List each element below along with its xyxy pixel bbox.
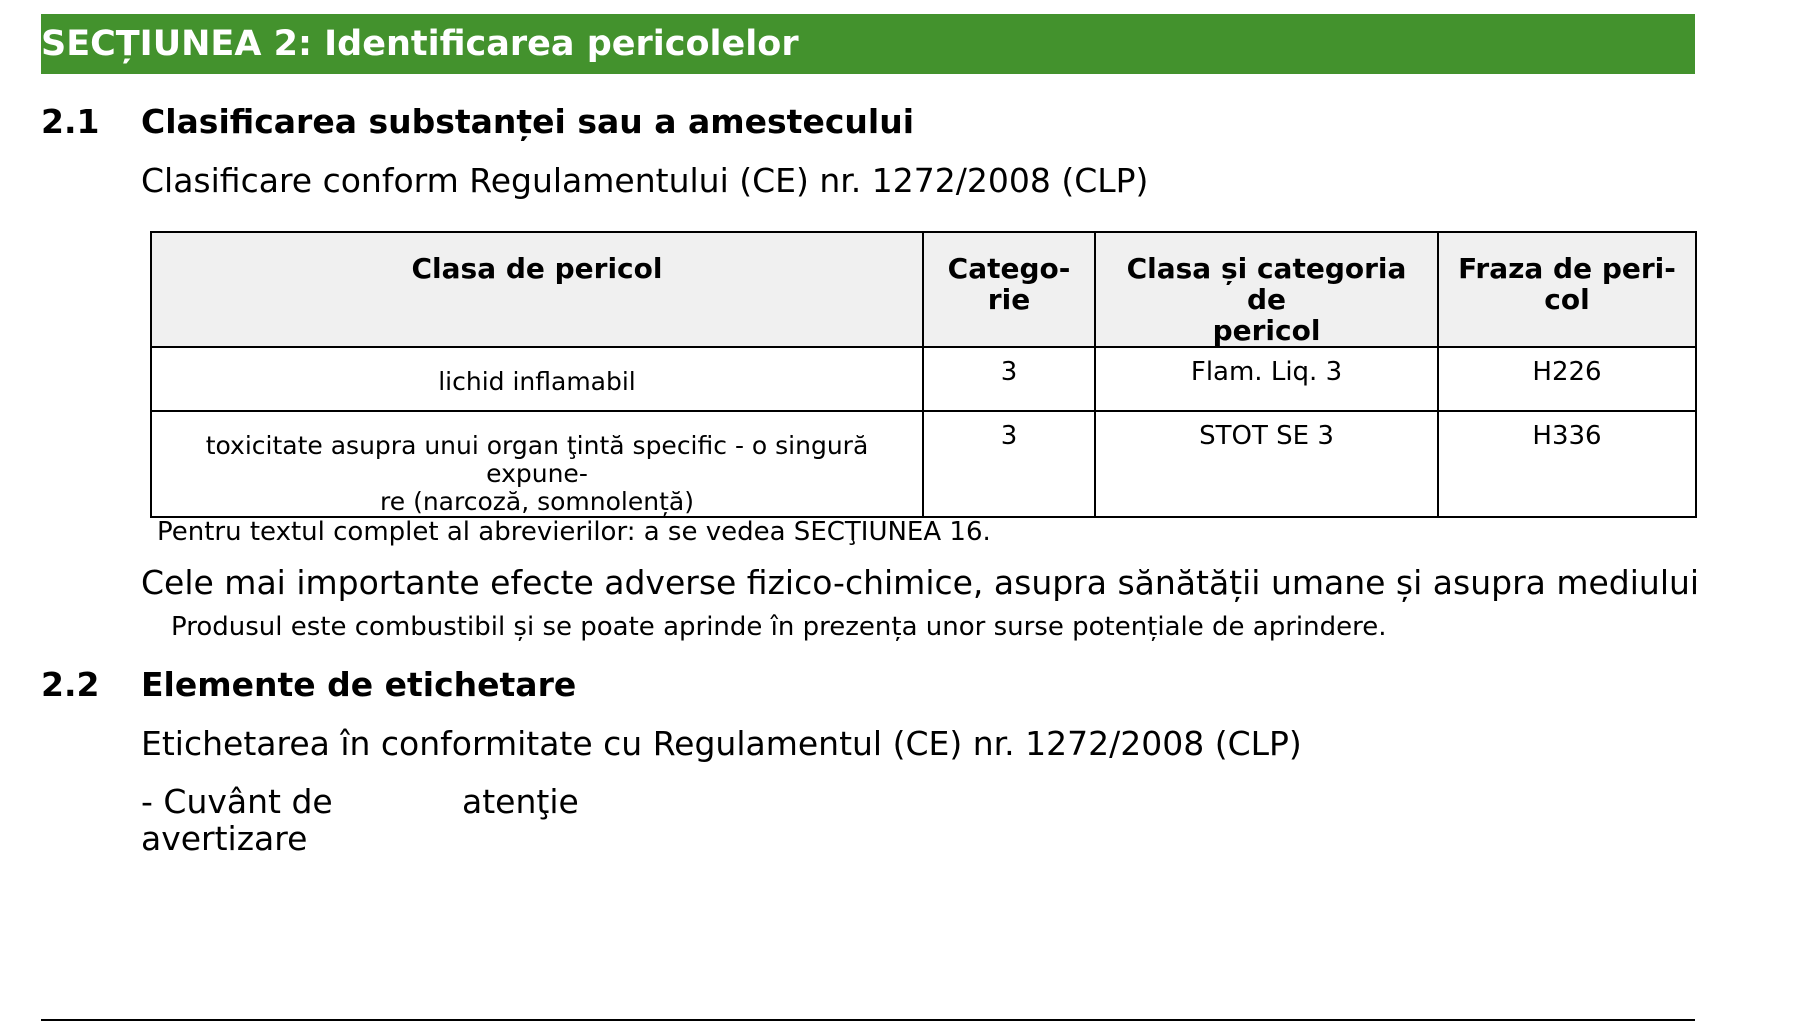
header-hazard-class: Clasa de pericol (151, 232, 923, 347)
cell-class-category: STOT SE 3 (1095, 411, 1438, 517)
section-title: SECȚIUNEA 2: Identificarea pericolelor (41, 24, 799, 64)
section-header (41, 14, 1695, 74)
signal-word-value: atenţie (462, 782, 579, 821)
labelling-regulation-line: Etichetarea în conformitate cu Regulamentul (CE) nr. 1272/2008 (CLP) (141, 724, 1302, 763)
adverse-effects-text: Produsul este combustibil și se poate aprinde în prezența unor surse potențiale de aprindere. (171, 612, 1387, 642)
adverse-effects-heading: Cele mai importante efecte adverse fizico-chimice, asupra sănătății umane și asupra mediului (141, 563, 1700, 602)
cell-hazard-statement: H226 (1438, 347, 1696, 411)
bottom-divider (41, 1019, 1695, 1021)
classification-regulation-line: Clasificare conform Regulamentului (CE) nr. 1272/2008 (CLP) (141, 161, 1149, 200)
subsection-2-1-number: 2.1 (41, 102, 100, 141)
header-class-and-category: Clasa și categoria de pericol (1095, 232, 1438, 347)
cell-hazard-class: toxicitate asupra unui organ ţintă specific - o singură expune- re (narcoză, somnolență) (151, 411, 923, 517)
header-hazard-statement: Fraza de peri- col (1438, 232, 1696, 347)
table-row (151, 411, 1696, 517)
subsection-2-1-title: Clasificarea substanței sau a amestecului (141, 102, 915, 141)
subsection-2-2-number: 2.2 (41, 665, 100, 704)
table-row (151, 347, 1696, 411)
cell-category: 3 (923, 411, 1095, 517)
cell-hazard-statement: H336 (1438, 411, 1696, 517)
cell-hazard-class: lichid inflamabil (151, 347, 923, 411)
header-category: Catego- rie (923, 232, 1095, 347)
subsection-2-2-title: Elemente de etichetare (141, 665, 577, 704)
signal-word-label: - Cuvânt de avertizare (141, 782, 333, 858)
abbreviations-note: Pentru textul complet al abrevierilor: a se vedea SECŢIUNEA 16. (157, 517, 991, 547)
hazard-classification-table (150, 231, 1697, 518)
table-header-row (151, 232, 1696, 347)
cell-class-category: Flam. Liq. 3 (1095, 347, 1438, 411)
cell-category: 3 (923, 347, 1095, 411)
